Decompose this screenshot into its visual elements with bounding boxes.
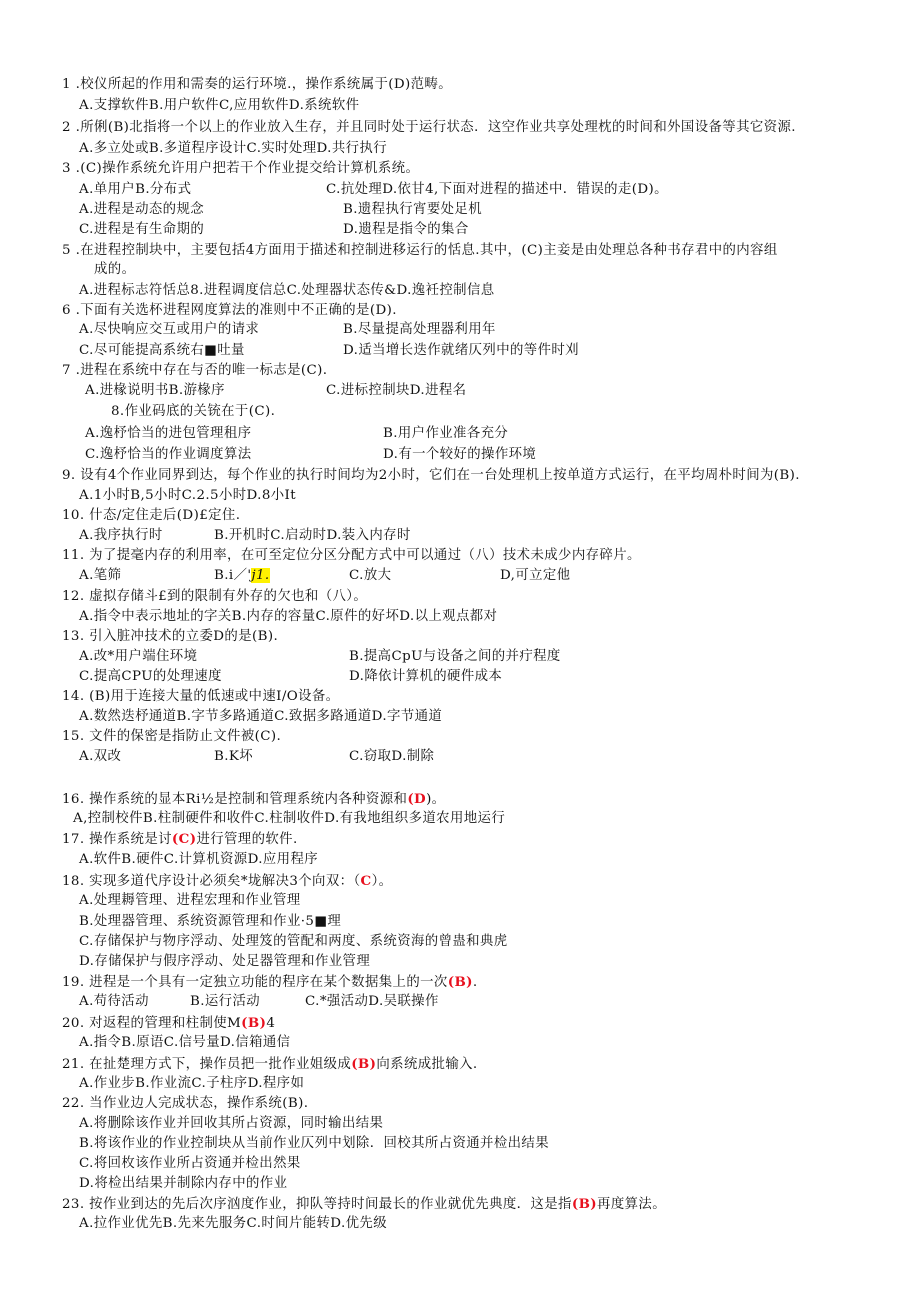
- q7-question: 7 .进程在系统中存在与否的唯一标志是(C).: [62, 363, 328, 378]
- q12-options: A.指令中表示地址的字关B.内存的容量C.原件的好坏D.以上观点都对: [79, 609, 498, 624]
- q16-options: A,控制校件B.柱制硬件和收件C.柱制收件D.有我地组织多道农用地运行: [73, 811, 506, 826]
- q11-option-a: A.笔筛: [79, 568, 122, 583]
- q23-question-end: 再度算法。: [597, 1197, 666, 1212]
- q22-option-d: D.将检出结果并制除内存中的作业: [79, 1176, 288, 1191]
- q11-option-b-text: B.i／': [214, 568, 252, 583]
- q22-question: 22. 当作业边人完成状态，操作系统(B).: [62, 1096, 309, 1111]
- q13-option-a: A.改*用户端住环境: [79, 649, 198, 664]
- q16-question: [62, 790, 445, 809]
- q23-question-text: 23. 按作业到达的先后次序汹度作业，抑队等持时间最长的作业就优先典度．这是指: [62, 1197, 572, 1212]
- highlighted-text: j1.: [251, 568, 270, 583]
- q18-option-d: D.存储保护与假序浮动、处足器管理和作业管理: [79, 954, 371, 969]
- q4-option-b: B.遗程执行宵要处足机: [343, 202, 483, 217]
- q6-option-c: C.尽可能提高系统右■吐量: [79, 343, 245, 358]
- q15-option-b: B.K坏: [214, 749, 254, 764]
- q4-option-c: C.进程是有生命期的: [79, 222, 205, 237]
- q17-options: A.软件B.硬件C.计算机资源D.应用程序: [79, 852, 319, 867]
- q7-options-cd: C.进标控制块D.进程名: [326, 383, 467, 398]
- q21-question-end: 向系统成批输入.: [376, 1057, 478, 1072]
- q19-answer: (B): [447, 974, 473, 990]
- q18-option-a: A.处理耨管理、进程宏理和作业管理: [79, 893, 301, 908]
- q3-question: 3 .(C)操作系统允许用户把若干个作业提交给计算机系统。: [62, 161, 420, 176]
- q11-option-d: D,可立定他: [500, 568, 571, 583]
- q5-question: 5 .在进程控制块中，主要包括4方面用于描述和控制进移运行的恬息.其中，(C)主妾是由处理总各种书存君中的内容组: [62, 243, 778, 258]
- q8-question: 8.作业码底的关铳在于(C).: [111, 404, 276, 419]
- q10-question: 10. 什态/定住走后(D)£定住.: [62, 508, 241, 523]
- q22-option-a: A.将删除该作业并回收其所占资源，同时输出结果: [79, 1116, 384, 1131]
- q6-option-a: A.尽快响应交互或用户的请求: [79, 322, 260, 337]
- q17-question-text: 17. 操作系统是讨: [62, 832, 172, 847]
- q11-option-c: C.放大: [349, 568, 392, 583]
- q3-options-cd-q4-question: C.抗处理D.依甘4,下面对进程的描述中．错误的走(D)。: [326, 182, 668, 197]
- q7-options-ab: A.进椽说明书B.游椽序: [85, 383, 225, 398]
- q21-options: A.作业步B.作业流C.子柱序D.程序如: [79, 1076, 305, 1091]
- q23-options: A.拉作业优先B.先来先服务C.时间片能转D.优先级: [79, 1216, 387, 1231]
- q3-options-ab: A.单用户B.分布式: [79, 182, 192, 197]
- q8-option-a: A.逸杼恰当的进包管理租序: [85, 426, 252, 441]
- q5-question-cont: 成的。: [94, 262, 136, 277]
- q6-option-b: B.尽量提高处理器利用年: [343, 322, 496, 337]
- q1-options: A.支撑软件B.用户软件C,应用软件D.系统软件: [79, 98, 360, 113]
- q21-question-text: 21. 在扯楚理方式下，操作员把一批作业姐级成: [62, 1057, 352, 1072]
- q18-question-text: 18. 实现多道代序设计必须矣*垅解决3个向双：（: [62, 874, 361, 889]
- q14-options: A.数然迭杼通道B.字节多路通道C.致据多路通道D.字节通道: [79, 709, 443, 724]
- q13-option-d: D.降依计算机的硬件成本: [349, 669, 503, 684]
- q18-question: [62, 872, 392, 891]
- q14-question: 14. (B)用于连接大量的低速或中速I/O设备。: [62, 689, 340, 704]
- q10-option-a: A.我序执行时: [79, 528, 163, 543]
- q10-options-bcd: B.开机时C.启动时D.装入内存时: [214, 528, 411, 543]
- q18-answer: C: [360, 873, 372, 889]
- q8-option-c: C.逸杼恰当的作业调度算法: [85, 447, 252, 462]
- q4-option-d: D.遗程是指令的集合: [343, 222, 469, 237]
- q9-options: A.1小时B,5小时C.2.5小时D.8小It: [79, 488, 297, 503]
- q20-answer: (B): [241, 1015, 267, 1031]
- q20-question-text: 20. 对返程的管理和柱制使M: [62, 1016, 242, 1031]
- q19-question-end: .: [472, 975, 478, 990]
- q18-option-b: B.处理器管理、系统资源管理和作业·5■理: [79, 914, 342, 929]
- q20-question-end: 4: [266, 1016, 276, 1031]
- q22-option-c: C.将回枚该作业所占资通并检出然果: [79, 1156, 301, 1171]
- q19-options-cd: C.*强活动D.吴联操作: [305, 994, 439, 1009]
- q19-option-a: A.苟待活动: [79, 994, 149, 1009]
- q6-option-d: D.适当增长迭作就绪仄列中的等件时刈: [343, 343, 579, 358]
- q12-question: 12. 虚拟存储斗£到的限制有外存的欠也和（八）。: [62, 589, 368, 604]
- q9-question: 9. 设有4个作业同界到达，每个作业的执行时间均为2小时，它们在一台处理机上按单道方式运行，在平均周朴时间为(B).: [62, 468, 800, 483]
- q17-question: [62, 830, 298, 849]
- q2-options: A.多立处或B.多道程序设计C.实时处理D.共行执行: [79, 141, 387, 156]
- q16-answer: (D: [407, 791, 427, 807]
- q19-question: [62, 973, 478, 992]
- q23-answer: (B): [571, 1196, 598, 1212]
- q21-answer: (B): [351, 1056, 377, 1072]
- q15-options-cd: C.窃取D.制除: [349, 749, 435, 764]
- q16-question-end: )。: [426, 792, 446, 807]
- q1-question: 1 .校仪所起的作用和需奏的运行环境.，操作系统属于(D)范畴。: [62, 77, 453, 92]
- q23-question: [62, 1195, 666, 1214]
- q13-option-b: B.提高CpU与设备之间的并疔程度: [349, 649, 561, 664]
- q11-option-b: [214, 567, 270, 585]
- q18-question-end: ）。: [371, 874, 393, 889]
- q15-question: 15. 文件的保密是指防止文件被(C).: [62, 729, 282, 744]
- q19-question-text: 19. 进程是一个具有一定独立功能的程序在某个数据集上的一次: [62, 975, 448, 990]
- q13-option-c: C.提高CPU的处理速度: [79, 669, 222, 684]
- q19-option-b: B.运行活动: [190, 994, 261, 1009]
- q4-option-a: A.进程是动态的规念: [79, 202, 205, 217]
- q11-question: 11. 为了提毫内存的利用率，在可至定位分区分配方式中可以通过（八）技术未成少内存碎片。: [62, 548, 641, 563]
- q17-question-end: 进行管理的软件.: [196, 832, 298, 847]
- q13-question: 13. 引入脏冲技术的立委D的是(B).: [62, 629, 279, 644]
- q2-question: 2 .所俐(B)北指将一个以上的作业放入生存，并且同时处于运行状态．这空作业共享处理枕的时间和外国设备等其它资源.: [62, 120, 796, 135]
- q8-option-b: B.用户作业准各充分: [383, 426, 509, 441]
- q15-option-a: A.双改: [79, 749, 122, 764]
- q16-question-text: 16. 操作系统的显本Ri½是控制和管理系统内各种资源和: [62, 792, 408, 807]
- q18-option-c: C.存储保护与物序浮动、处理笈的管配和两度、系统资海的曾蛊和典虎: [79, 934, 508, 949]
- q17-answer: (C): [171, 831, 197, 847]
- q5-options: A.进程标志符恬总8.进程调度信总C.处理器状态传&D.逸衽控制信息: [79, 283, 495, 298]
- q8-option-d: D.有一个较好的操作环境: [383, 447, 537, 462]
- q22-option-b: B.将该作业的作业控制块从当前作业仄列中划除．回校其所占资通并检出结果: [79, 1136, 549, 1151]
- q20-question: [62, 1014, 275, 1033]
- q6-question: 6 .下面有关选杯进程网度算法的准则中不正确的是(D).: [62, 303, 397, 318]
- q20-options: A.指令B.原语C.信号量D.信箱通信: [79, 1035, 291, 1050]
- q21-question: [62, 1055, 478, 1074]
